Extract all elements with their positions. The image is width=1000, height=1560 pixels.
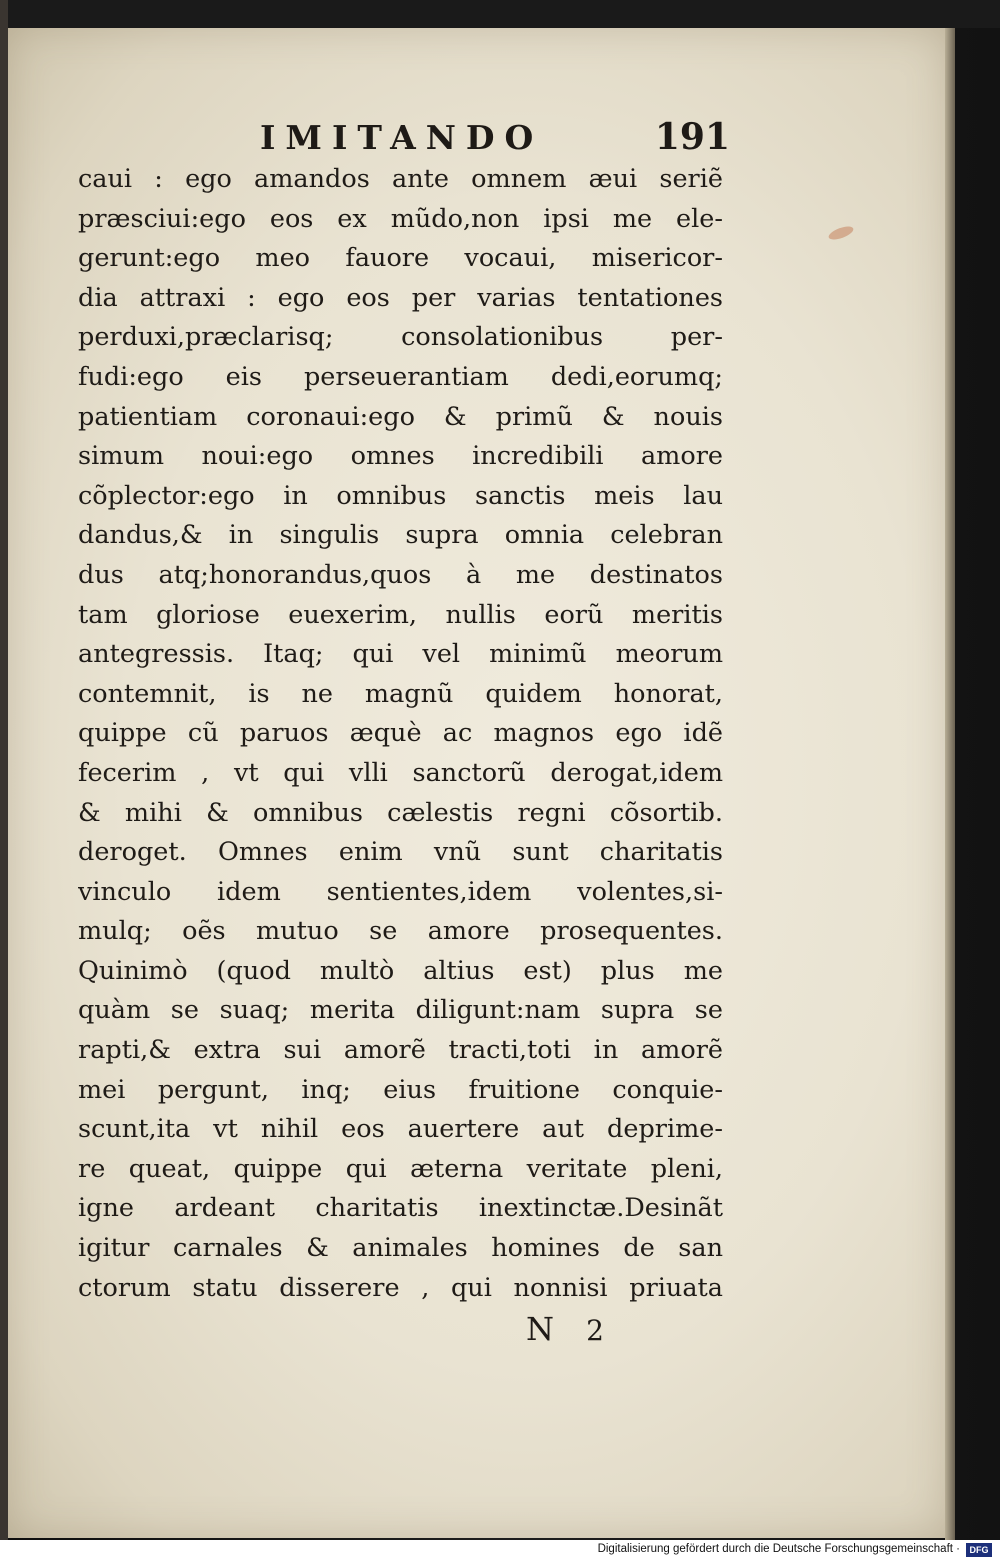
text-line: tam gloriose euexerim, nullis eorũ meritis: [78, 599, 723, 630]
signature-number: 2: [586, 1314, 604, 1347]
text-line: contemnit, is ne magnũ quidem honorat,: [78, 678, 723, 709]
text-line: dus atq;honorandus,quos à me destinatos: [78, 559, 723, 590]
text-line: ctorum statu disserere , qui nonnisi priuata: [78, 1272, 723, 1303]
text-line: deroget. Omnes enim vnũ sunt charitatis: [78, 837, 723, 868]
text-line: rapti,& extra sui amorẽ tracti,toti in amorẽ: [78, 1035, 723, 1066]
text-line: patientiam coronaui:ego & primũ & nouis: [78, 401, 723, 432]
text-line: antegressis. Itaq; qui vel minimũ meorum: [78, 639, 723, 670]
text-line: igne ardeant charitatis inextinctæ.Desinãt: [78, 1193, 723, 1224]
text-line: & mihi & omnibus cælestis regni cõsortib.: [78, 797, 723, 828]
text-line: simum noui:ego omnes incredibili amore: [78, 441, 723, 472]
ink-smudge: [827, 224, 855, 242]
page-header: [260, 118, 730, 166]
text-line: mulq; oẽs mutuo se amore prosequentes.: [78, 916, 723, 947]
text-line: dandus,& in singulis supra omnia celebran: [78, 520, 723, 551]
text-line: cõplector:ego in omnibus sanctis meis lau: [78, 480, 723, 511]
body-text: [78, 160, 723, 1308]
digitization-credit: Digitalisierung gefördert durch die Deutsche Forschungsgemeinschaft ·: [597, 1543, 960, 1555]
running-title: IMITANDO: [260, 118, 544, 157]
text-line: scunt,ita vt nihil eos auertere aut deprime-: [78, 1114, 723, 1145]
page-edge: [945, 28, 955, 1540]
text-line: perduxi,præclarisq; consolationibus per-: [78, 322, 723, 353]
text-line: quippe cũ paruos æquè ac magnos ego idẽ: [78, 718, 723, 749]
book-spine-edge: [0, 0, 8, 1545]
text-line: caui : ego amandos ante omnem æui seriẽ: [78, 164, 723, 194]
signature-mark: [526, 1310, 604, 1348]
text-line: igitur carnales & animales homines de san: [78, 1233, 723, 1264]
dfg-logo-icon: DFG: [966, 1543, 992, 1557]
text-line: mei pergunt, inq; eius fruitione conquie-: [78, 1074, 723, 1105]
scan-background-top: [0, 0, 1000, 28]
text-line: re queat, quippe qui æterna veritate pleni,: [78, 1153, 723, 1184]
page-number: 191: [654, 116, 730, 158]
text-line: vinculo idem sentientes,idem volentes,si-: [78, 876, 723, 907]
text-line: gerunt:ego meo fauore vocaui, misericor-: [78, 243, 723, 274]
text-line: fudi:ego eis perseuerantiam dedi,eorumq;: [78, 361, 723, 392]
text-line: præsciui:ego eos ex mũdo,non ipsi me ele-: [78, 203, 723, 234]
text-line: quàm se suaq; merita diligunt:nam supra se: [78, 995, 723, 1026]
text-line: fecerim , vt qui vlli sanctorũ derogat,idem: [78, 757, 723, 788]
signature-letter: N: [526, 1310, 554, 1348]
text-line: Quinimò (quod multò altius est) plus me: [78, 955, 723, 986]
text-line: dia attraxi : ego eos per varias tentationes: [78, 282, 723, 313]
